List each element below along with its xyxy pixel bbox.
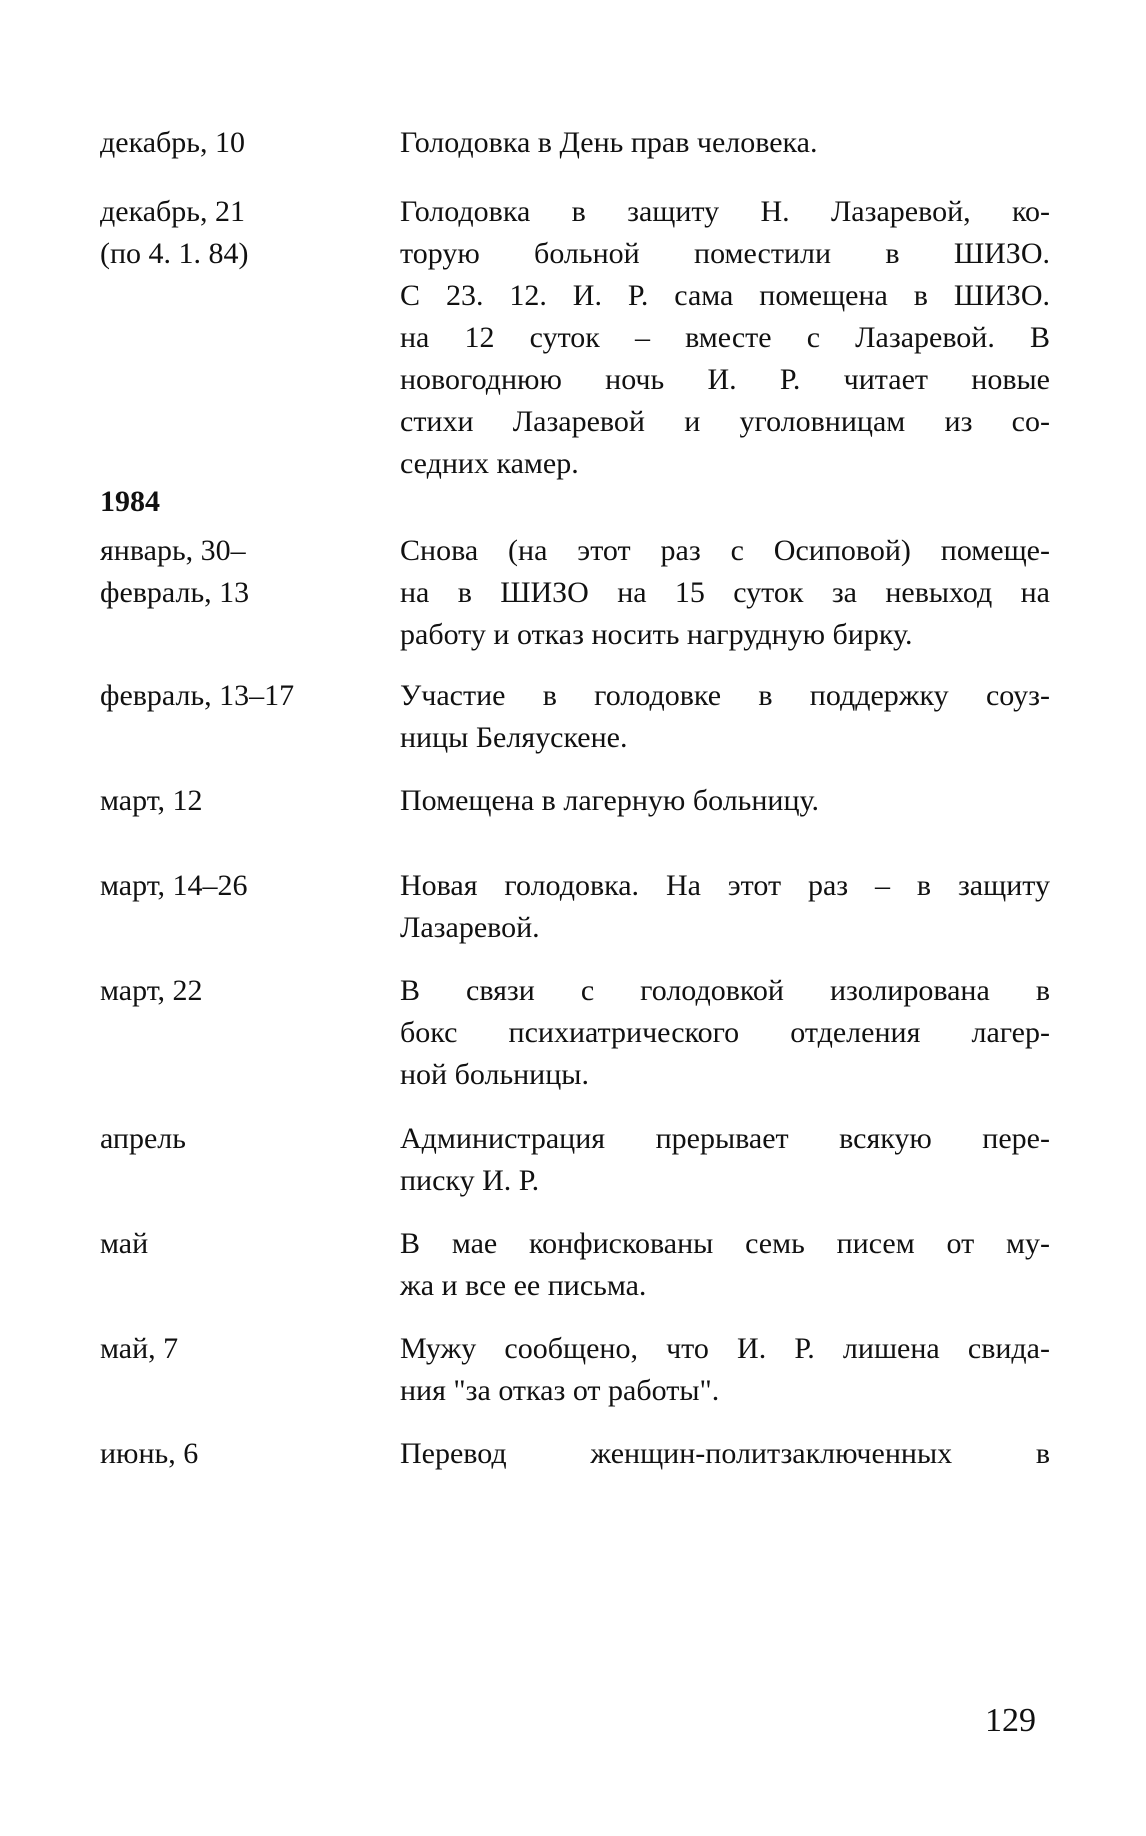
description-line: Голодовка в защиту Н. Лазаревой, ко- (400, 195, 1050, 228)
entry-date: март, 22 (100, 974, 203, 1007)
entry-date: февраль, 13–17 (100, 679, 295, 712)
description-line: торую больной поместили в ШИЗО. (400, 237, 1050, 270)
description-line: ной больницы. (400, 1058, 589, 1091)
entry-date: декабрь, 21 (по 4. 1. 84) (100, 195, 249, 270)
entry-description (400, 191, 1050, 485)
description-line: Помещена в лагерную больницу. (400, 784, 820, 817)
entry-date: июнь, 6 (100, 1437, 199, 1470)
description-line: Голодовка в День прав человека. (400, 126, 818, 159)
description-line: В связи с голодовкой изолирована в (400, 974, 1050, 1007)
description-line: писку И. Р. (400, 1164, 540, 1197)
year-heading: 1984 (100, 485, 160, 518)
entry-description (400, 1328, 1050, 1412)
description-line: бокс психиатрического отделения лагер- (400, 1016, 1050, 1049)
description-line: Новая голодовка. На этот раз – в защиту (400, 869, 1050, 902)
entry-description (400, 865, 1050, 949)
description-line: новогоднюю ночь И. Р. читает новые (400, 363, 1050, 396)
entry-date: май (100, 1227, 149, 1260)
description-line: ницы Беляускене. (400, 721, 628, 754)
entry-description (400, 1433, 1050, 1475)
description-line: Лазаревой. (400, 911, 540, 944)
description-line: С 23. 12. И. Р. сама помещена в ШИЗО. (400, 279, 1050, 312)
entry-date: апрель (100, 1122, 186, 1155)
entry-date: январь, 30– февраль, 13 (100, 534, 250, 609)
description-line: Администрация прерывает всякую пере- (400, 1122, 1050, 1155)
entry-description (400, 1118, 1050, 1202)
description-line: Мужу сообщено, что И. Р. лишена свида- (400, 1332, 1050, 1365)
description-line: жа и все ее письма. (400, 1269, 647, 1302)
entry-description (400, 675, 1050, 759)
description-line: седних камер. (400, 447, 579, 480)
description-line: Участие в голодовке в поддержку соуз- (400, 679, 1050, 712)
entry-description (400, 122, 1050, 164)
entry-description (400, 1223, 1050, 1307)
description-line: работу и отказ носить нагрудную бирку. (400, 618, 913, 651)
entry-date: март, 14–26 (100, 869, 248, 902)
description-line: В мае конфискованы семь писем от му- (400, 1227, 1050, 1260)
entry-description (400, 970, 1050, 1096)
description-line: Снова (на этот раз с Осиповой) помеще- (400, 534, 1050, 567)
description-line: Перевод женщин-политзаключенных в (400, 1437, 1050, 1470)
description-line: на 12 суток – вместе с Лазаревой. В (400, 321, 1050, 354)
entry-date: май, 7 (100, 1332, 179, 1365)
description-line: стихи Лазаревой и уголовницам из со- (400, 405, 1050, 438)
description-line: ния "за отказ от работы". (400, 1374, 720, 1407)
page-number: 129 (985, 1702, 1036, 1739)
entry-date: март, 12 (100, 784, 203, 817)
description-line: на в ШИЗО на 15 суток за невыход на (400, 576, 1050, 609)
entry-description (400, 780, 1050, 822)
entry-description (400, 530, 1050, 656)
entry-date: декабрь, 10 (100, 126, 245, 159)
